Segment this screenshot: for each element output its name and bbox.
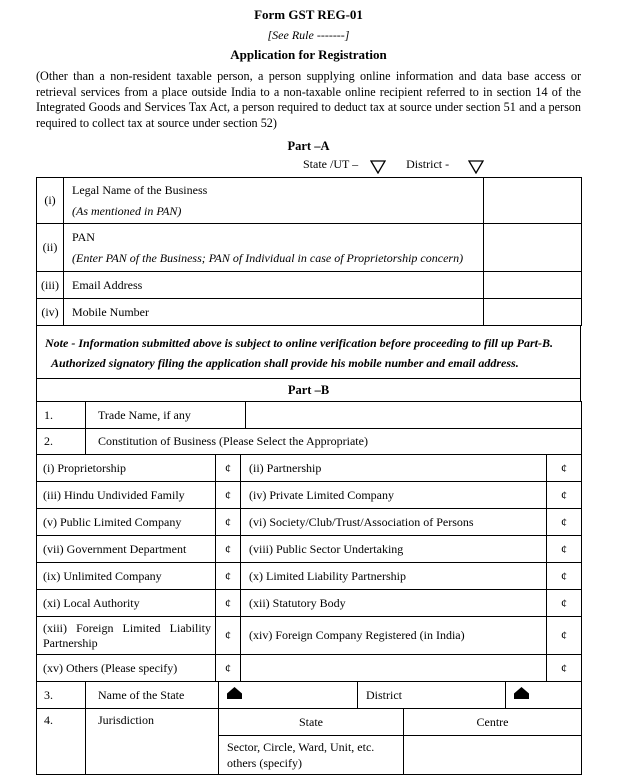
- constitution-options-table: [36, 454, 582, 682]
- trade-name-input-cell[interactable]: [246, 402, 582, 429]
- state-select-cell[interactable]: [219, 682, 358, 709]
- table-row: [37, 299, 582, 326]
- constitution-option-label: (iv) Private Limited Company: [241, 482, 547, 509]
- constitution-option-label: [241, 655, 547, 682]
- row-number: 3.: [37, 682, 86, 709]
- district-field-label: District: [358, 682, 506, 709]
- note-line-1: Note - Information submitted above is subject to online verification before proceeding to fill up Part-B.: [45, 336, 553, 351]
- legal-name-input-cell[interactable]: [484, 178, 582, 224]
- checkbox-mark[interactable]: ¢: [547, 563, 582, 590]
- constitution-option-label: (ii) Partnership: [241, 455, 547, 482]
- form-body: [36, 177, 581, 775]
- jurisdiction-centre-header: Centre: [404, 709, 582, 736]
- note-prefix: Note -: [45, 336, 76, 351]
- table-row: [37, 224, 582, 272]
- field-label: Legal Name of the Business: [72, 182, 208, 197]
- checkbox-mark[interactable]: ¢: [547, 509, 582, 536]
- state-select-icon[interactable]: [227, 688, 242, 702]
- row-number: (iv): [37, 299, 64, 326]
- constitution-header-row: [36, 428, 582, 455]
- checkbox-mark[interactable]: ¢: [216, 655, 241, 682]
- checkbox-mark[interactable]: ¢: [216, 455, 241, 482]
- table-row: [37, 178, 582, 224]
- constitution-option-label: (iii) Hindu Undivided Family: [37, 482, 216, 509]
- constitution-row: [37, 455, 582, 482]
- field-label: Email Address: [72, 277, 143, 292]
- mobile-input-cell[interactable]: [484, 299, 582, 326]
- district-select-cell[interactable]: [506, 682, 582, 709]
- checkbox-mark[interactable]: ¢: [216, 509, 241, 536]
- constitution-option-label: (xv) Others (Please specify): [37, 655, 216, 682]
- form-title: Form GST REG-01: [254, 7, 363, 22]
- email-label-cell: [64, 272, 484, 299]
- trade-name-label: Trade Name, if any: [86, 402, 246, 429]
- checkbox-mark[interactable]: ¢: [547, 536, 582, 563]
- part-a-heading: Part –A: [287, 139, 330, 154]
- jurisdiction-table: [36, 708, 582, 775]
- trade-name-row: [36, 401, 582, 429]
- state-district-row: [36, 681, 582, 709]
- constitution-option-label: (xiv) Foreign Company Registered (in India): [241, 617, 547, 655]
- row-number: (ii): [37, 224, 64, 272]
- jurisdiction-label: Jurisdiction: [86, 709, 219, 775]
- constitution-option-label: (xiii) Foreign Limited Liability Partnership: [37, 617, 216, 655]
- constitution-option-label: (i) Proprietorship: [37, 455, 216, 482]
- constitution-row: [37, 617, 582, 655]
- constitution-row: [37, 655, 582, 682]
- field-label: Mobile Number: [72, 304, 149, 319]
- constitution-option-label: (x) Limited Liability Partnership: [241, 563, 547, 590]
- field-label: PAN: [72, 229, 95, 244]
- state-name-label: Name of the State: [86, 682, 219, 709]
- constitution-row: [37, 482, 582, 509]
- see-rule-line: [See Rule -------]: [267, 28, 350, 42]
- part-b-heading: Part –B: [36, 378, 581, 402]
- checkbox-mark[interactable]: ¢: [216, 482, 241, 509]
- constitution-option-label: (viii) Public Sector Undertaking: [241, 536, 547, 563]
- table-row: [37, 402, 582, 429]
- state-ut-dropdown-icon[interactable]: [370, 160, 386, 178]
- constitution-row: [37, 536, 582, 563]
- checkbox-mark[interactable]: ¢: [547, 655, 582, 682]
- checkbox-mark[interactable]: ¢: [547, 617, 582, 655]
- constitution-option-label: (xi) Local Authority: [37, 590, 216, 617]
- constitution-option-label: (ix) Unlimited Company: [37, 563, 216, 590]
- row-number: 1.: [37, 402, 86, 429]
- constitution-label: Constitution of Business (Please Select the Appropriate): [86, 429, 582, 455]
- row-number: (iii): [37, 272, 64, 299]
- pan-label-cell: [64, 224, 484, 272]
- constitution-option-label: (vi) Society/Club/Trust/Association of Persons: [241, 509, 547, 536]
- table-row: [37, 682, 582, 709]
- constitution-option-label: (vii) Government Department: [37, 536, 216, 563]
- part-a-table: [36, 177, 582, 326]
- constitution-option-label: (v) Public Limited Company: [37, 509, 216, 536]
- form-description: (Other than a non-resident taxable person, a person supplying online information and data base access or retrieval services from a place outside India to a non-taxable online recipient referred to in section 14 of the Integrated Goods and Services Tax Act, a person required to deduct tax at source under section 51 and a person required to collect tax at source under section 52): [36, 69, 581, 130]
- table-row: [37, 709, 582, 736]
- jurisdiction-state-header: State: [219, 709, 404, 736]
- form-subtitle: Application for Registration: [230, 47, 387, 62]
- district-select-icon[interactable]: [514, 688, 529, 702]
- email-input-cell[interactable]: [484, 272, 582, 299]
- checkbox-mark[interactable]: ¢: [547, 590, 582, 617]
- pan-input-cell[interactable]: [484, 224, 582, 272]
- mobile-label-cell: [64, 299, 484, 326]
- centre-jurisdiction-input-cell[interactable]: [404, 736, 582, 775]
- table-row: [37, 429, 582, 455]
- row-number: 4.: [37, 709, 86, 775]
- checkbox-mark[interactable]: ¢: [216, 563, 241, 590]
- constitution-row: [37, 563, 582, 590]
- legal-name-label-cell: [64, 178, 484, 224]
- row-number: (i): [37, 178, 64, 224]
- constitution-option-label: (xii) Statutory Body: [241, 590, 547, 617]
- district-dropdown-icon[interactable]: [468, 160, 484, 178]
- note-box: [36, 325, 581, 379]
- state-district-selector-row: [36, 157, 581, 177]
- district-label: District -: [406, 157, 450, 172]
- checkbox-mark[interactable]: ¢: [216, 617, 241, 655]
- checkbox-mark[interactable]: ¢: [216, 536, 241, 563]
- checkbox-mark[interactable]: ¢: [216, 590, 241, 617]
- constitution-row: [37, 509, 582, 536]
- field-sublabel: (Enter PAN of the Business; PAN of Individual in case of Proprietorship concern): [72, 250, 464, 265]
- note-line-2: Authorized signatory filing the application shall provide his mobile number and email address.: [51, 356, 519, 371]
- checkbox-mark[interactable]: ¢: [547, 482, 582, 509]
- checkbox-mark[interactable]: ¢: [547, 455, 582, 482]
- field-sublabel: (As mentioned in PAN): [72, 203, 182, 218]
- sector-circle-ward-label: Sector, Circle, Ward, Unit, etc. others (specify): [219, 736, 404, 775]
- state-ut-label: State /UT –: [303, 157, 359, 172]
- constitution-row: [37, 590, 582, 617]
- row-number: 2.: [37, 429, 86, 455]
- table-row: [37, 272, 582, 299]
